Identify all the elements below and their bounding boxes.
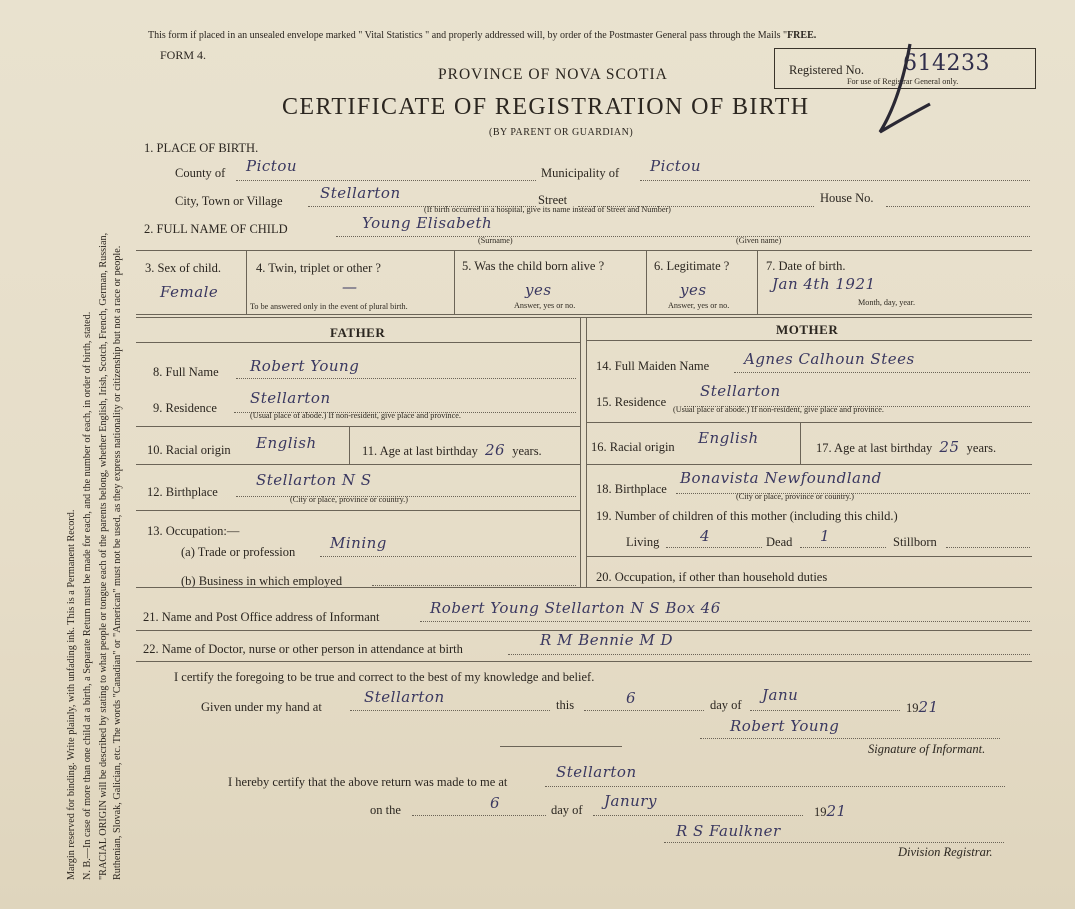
mother-birthplace-note: (City or place, province or country.): [736, 492, 854, 501]
date-note: Month, day, year.: [858, 298, 915, 307]
margin-note-separate-return: N. B.—In case of more than one child at a birth, a Separate Return must be made for each, and the number of each, in order of birth, stated.: [82, 311, 93, 880]
cert-day-of-label: day of: [710, 698, 742, 712]
business-label: (b) Business in which employed: [181, 574, 343, 588]
margin-note-nationality: Ruthenian, Slovak, Galician, etc. The words "Canadian" or "American" must not be used, as they express nationality or citizenship but not a race or people.: [112, 245, 123, 880]
registrar-year-label: [814, 802, 847, 820]
mother-age-suffix: years.: [966, 441, 997, 455]
father-age-label: [362, 441, 542, 459]
informant-value: Robert Young Stellarton N S Box 46: [430, 599, 721, 617]
alive-label: 5. Was the child born alive ?: [462, 259, 605, 273]
sex-value: Female: [160, 283, 219, 301]
father-residence-label: 9. Residence: [153, 401, 217, 415]
this-label: this: [556, 698, 575, 712]
mother-residence-label: 15. Residence: [596, 395, 667, 409]
child-name-value: Young Elisabeth: [362, 214, 493, 232]
registrar-year-prefix: 19: [814, 805, 827, 819]
given-place-value: Stellarton: [364, 688, 445, 706]
father-age-value: 26: [484, 441, 506, 459]
house-number-label: House No.: [820, 191, 874, 205]
sex-label: 3. Sex of child.: [145, 261, 222, 275]
father-age-text: 11. Age at last birthday: [362, 444, 478, 458]
father-racial-value: English: [256, 434, 317, 452]
page-subtitle: (BY PARENT OR GUARDIAN): [489, 127, 634, 138]
mother-occupation-label: 20. Occupation, if other than household duties: [596, 570, 828, 584]
trade-value: Mining: [330, 534, 387, 552]
mother-racial-label: 16. Racial origin: [591, 440, 675, 454]
date-of-birth-label: 7. Date of birth.: [766, 259, 846, 273]
dead-value: 1: [820, 527, 831, 545]
cert-year-label: [906, 698, 939, 716]
mother-age-label: [816, 438, 996, 456]
mother-name-label: 14. Full Maiden Name: [596, 359, 710, 373]
registrar-note: For use of Registrar General only.: [847, 77, 959, 86]
registrar-day-of-label: day of: [551, 803, 583, 817]
mother-age-value: 25: [939, 438, 960, 456]
stillborn-label: Stillborn: [893, 535, 937, 549]
margin-note-binding: Margin reserved for binding. Write plainly, with unfading ink. This is a Permanent Record.: [66, 509, 77, 880]
registered-label: Registered No.: [789, 63, 864, 77]
alive-note: Answer, yes or no.: [514, 301, 576, 310]
on-the-label: on the: [370, 803, 401, 817]
doctor-label: 22. Name of Doctor, nurse or other person in attendance at birth: [143, 642, 463, 656]
informant-signature-label: Signature of Informant.: [868, 742, 986, 756]
mother-residence-value: Stellarton: [700, 382, 781, 400]
check-mark-icon: [870, 40, 950, 140]
mother-racial-value: English: [698, 429, 759, 447]
margin-note-racial-origin: "RACIAL ORIGIN will be described by stating to what people or tongue each of the parents belong, whether English, Irish, Scotch, French, German, Russian,: [98, 232, 109, 880]
cert-day-value: 6: [626, 689, 637, 707]
twin-label: 4. Twin, triplet or other ?: [256, 261, 381, 275]
mail-note: [148, 30, 816, 41]
father-residence-value: Stellarton: [250, 389, 331, 407]
father-heading: FATHER: [330, 325, 386, 340]
cert-year-value: 21: [918, 698, 939, 716]
place-of-birth-label: 1. PLACE OF BIRTH.: [144, 141, 259, 155]
mother-residence-note: (Usual place of abode.) If non-resident, give place and province.: [673, 405, 884, 414]
registrar-statement: I hereby certify that the above return was made to me at: [228, 775, 508, 789]
form-number: FORM 4.: [160, 48, 207, 62]
province-heading: PROVINCE OF NOVA SCOTIA: [438, 66, 668, 83]
father-birthplace-note: (City or place, province or country.): [290, 495, 408, 504]
mother-birthplace-label: 18. Birthplace: [596, 482, 667, 496]
city-value: Stellarton: [320, 184, 401, 202]
cert-month-value: Janu: [762, 686, 799, 704]
father-residence-note: (Usual place of abode.) If non-resident, give place and province.: [250, 411, 461, 420]
father-birthplace-label: 12. Birthplace: [147, 485, 218, 499]
dead-label: Dead: [766, 535, 793, 549]
registrar-signature-label: Division Registrar.: [898, 845, 993, 859]
margin-notes: [60, 14, 126, 894]
father-occupation-label: 13. Occupation:—: [147, 524, 240, 538]
registrar-place-value: Stellarton: [556, 763, 637, 781]
father-name-label: 8. Full Name: [153, 365, 219, 379]
father-racial-label: 10. Racial origin: [147, 443, 231, 457]
cert-year-prefix: 19: [906, 701, 919, 715]
legitimate-note: Answer, yes or no.: [668, 301, 730, 310]
trade-label: (a) Trade or profession: [181, 545, 296, 559]
given-name-note: (Given name): [736, 236, 782, 245]
father-age-suffix: years.: [512, 444, 542, 458]
municipality-label: Municipality of: [541, 166, 620, 180]
children-count-label: 19. Number of children of this mother (including this child.): [596, 509, 898, 523]
mail-note-text: This form if placed in an unsealed envelope marked " Vital Statistics " and properly addressed will, by order of the Postmaster General pass through the Mails ": [148, 30, 788, 41]
city-label: City, Town or Village: [175, 194, 283, 208]
municipality-value: Pictou: [650, 157, 702, 175]
legitimate-label: 6. Legitimate ?: [654, 259, 730, 273]
legitimate-value: yes: [680, 281, 707, 299]
registered-number: 614233: [903, 51, 990, 76]
living-label: Living: [626, 535, 660, 549]
certification-statement: I certify the foregoing to be true and correct to the best of my knowledge and belief.: [174, 670, 595, 684]
child-name-label: 2. FULL NAME OF CHILD: [144, 222, 288, 236]
mother-name-value: Agnes Calhoun Stees: [744, 350, 915, 368]
county-value: Pictou: [246, 157, 298, 175]
registrar-month-value: Janury: [604, 792, 657, 810]
surname-note: (Surname): [478, 236, 513, 245]
registrar-day-value: 6: [490, 794, 501, 812]
twin-note: To be answered only in the event of plural birth.: [250, 302, 408, 311]
informant-label: 21. Name and Post Office address of Informant: [143, 610, 380, 624]
father-birthplace-value: Stellarton N S: [256, 471, 372, 489]
mother-age-text: 17. Age at last birthday: [816, 441, 933, 455]
page-title: CERTIFICATE OF REGISTRATION OF BIRTH: [282, 94, 810, 120]
given-under-label: Given under my hand at: [201, 700, 322, 714]
street-label: Street: [538, 193, 568, 207]
mother-heading: MOTHER: [776, 322, 839, 337]
living-value: 4: [700, 527, 711, 545]
registrar-year-value: 21: [826, 802, 847, 820]
twin-value: —: [342, 278, 358, 296]
doctor-value: R M Bennie M D: [540, 631, 674, 649]
county-label: County of: [175, 166, 226, 180]
alive-value: yes: [525, 281, 552, 299]
father-name-value: Robert Young: [250, 357, 360, 375]
mail-free: FREE.: [787, 30, 817, 41]
hospital-note: (If birth occurred in a hospital, give its name instead of Street and Number): [424, 205, 671, 214]
informant-signature: Robert Young: [730, 717, 840, 735]
mother-birthplace-value: Bonavista Newfoundland: [680, 469, 882, 487]
date-of-birth-value: Jan 4th 1921: [772, 275, 876, 293]
registrar-signature: R S Faulkner: [676, 822, 781, 840]
